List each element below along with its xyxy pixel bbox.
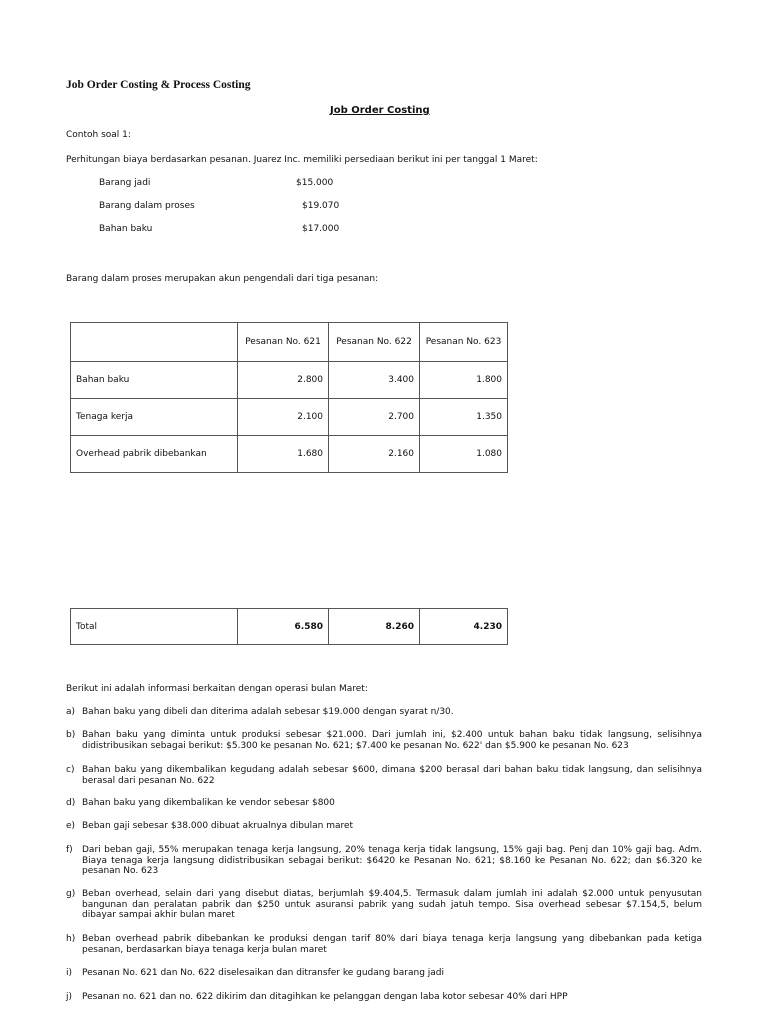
table-cell: 1.080 [420,436,508,473]
list-item [66,889,702,921]
inventory-label-finished-goods: Barang jadi [99,178,151,188]
total-cell: 4.230 [420,609,508,645]
total-row [71,609,508,645]
list-item [66,765,702,786]
list-item [66,845,702,877]
table-header-row [71,323,508,362]
table-row [71,362,508,399]
list-marker: d) [66,798,76,808]
table-header-cell: Pesanan No. 622 [329,323,420,362]
row-label: Tenaga kerja [71,399,238,436]
section-title: Job Order Costing [330,105,430,116]
table-cell: 1.680 [238,436,329,473]
table-row [71,399,508,436]
example-label: Contoh soal 1: [66,130,131,140]
list-item-text: Bahan baku yang dikembalikan kegudang adalah sebesar $600, dimana $200 berasal dari bahan baku tidak langsung, dan selisihnya berasal dari pesanan No. 622 [82,765,702,786]
list-item-text: Pesanan No. 621 dan No. 622 diselesaikan dan ditransfer ke gudang barang jadi [82,968,444,978]
list-item-text: Bahan baku yang dikembalikan ke vendor sebesar $800 [82,798,335,808]
inventory-label-wip: Barang dalam proses [99,201,195,211]
table-cell: 2.700 [329,399,420,436]
list-item-text: Beban gaji sebesar $38.000 dibuat akrualnya dibulan maret [82,821,354,831]
inventory-value-raw-materials: $17.000 [302,224,340,234]
document-title: Job Order Costing & Process Costing [66,79,251,91]
list-item-text: Beban overhead, selain dari yang disebut diatas, berjumlah $9.404,5. Termasuk dalam jumlah ini adalah $2.000 untuk penyusutan bangunan dan peralatan pabrik dan $250 untuk asuransi pabrik yang sudah jatuh tempo. Sisa overhead sebesar $7.154,5, belum dibayar sampai akhir bulan maret [82,889,702,920]
total-cell: 8.260 [329,609,420,645]
list-marker: i) [66,968,73,978]
list-item-text: Dari beban gaji, 55% merupakan tenaga kerja langsung, 20% tenaga kerja tidak langsung, 15% gaji bag. Penj dan 10% gaji bag. Adm. Biaya tenaga kerja langsung didistribusikan sebagai berikut: $6420 ke Pesanan No. 621; $8.160 ke Pesanan No. 622; dan $6.320 ke pesanan No. 623 [82,845,702,876]
list-item-text: Beban overhead pabrik dibebankan ke produksi dengan tarif 80% dari biaya tenaga kerja langsung yang dibebankan pada ketiga pesanan, berdasarkan biaya tenaga kerja bulan maret [82,934,702,955]
table-cell: 1.350 [420,399,508,436]
list-item-text: Pesanan no. 621 dan no. 622 dikirim dan ditagihkan ke pelanggan dengan laba kotor sebesar 40% dari HPP [82,992,568,1002]
intro-text: Perhitungan biaya berdasarkan pesanan. Juarez Inc. memiliki persediaan berikut ini per tanggal 1 Maret: [66,155,538,165]
total-label: Total [71,609,238,645]
table-cell: 2.100 [238,399,329,436]
wip-intro-text: Barang dalam proses merupakan akun pengendali dari tiga pesanan: [66,274,379,284]
inventory-label-raw-materials: Bahan baku [99,224,153,234]
list-item-text: Bahan baku yang dibeli dan diterima adalah sebesar $19.000 dengan syarat n/30. [82,707,454,717]
list-item-text: Bahan baku yang diminta untuk produksi sebesar $21.000. Dari jumlah ini, $2.400 untuk bahan baku tidak langsung, selisihnya didistribusikan sebagai berikut: $5.300 ke pesanan No. 621; $7.400 ke pesanan No. 622' dan $5.900 ke pesanan No. 623 [82,730,702,751]
list-marker: e) [66,821,76,831]
total-cell: 6.580 [238,609,329,645]
table-cell: 2.160 [329,436,420,473]
row-label: Overhead pabrik dibebankan [71,436,238,473]
list-item [66,968,702,979]
table-header-cell [71,323,238,362]
table-cell: 3.400 [329,362,420,399]
list-marker: j) [66,992,73,1002]
list-marker: c) [66,765,75,775]
table-header-cell: Pesanan No. 623 [420,323,508,362]
job-cost-totals-table [70,608,508,645]
list-item [66,798,702,809]
table-header-cell: Pesanan No. 621 [238,323,329,362]
inventory-value-finished-goods: $15.000 [296,178,334,188]
list-item [66,730,702,751]
table-row [71,436,508,473]
list-marker: b) [66,730,76,740]
table-cell: 1.800 [420,362,508,399]
list-marker: a) [66,707,76,717]
list-marker: f) [66,845,73,855]
list-item [66,934,702,955]
table-cell: 2.800 [238,362,329,399]
march-intro-text: Berikut ini adalah informasi berkaitan dengan operasi bulan Maret: [66,684,368,694]
inventory-value-wip: $19.070 [302,201,340,211]
list-item [66,992,702,1003]
row-label: Bahan baku [71,362,238,399]
job-cost-table [70,322,508,473]
list-marker: g) [66,889,76,899]
list-marker: h) [66,934,76,944]
list-item [66,707,702,718]
list-item [66,821,702,832]
